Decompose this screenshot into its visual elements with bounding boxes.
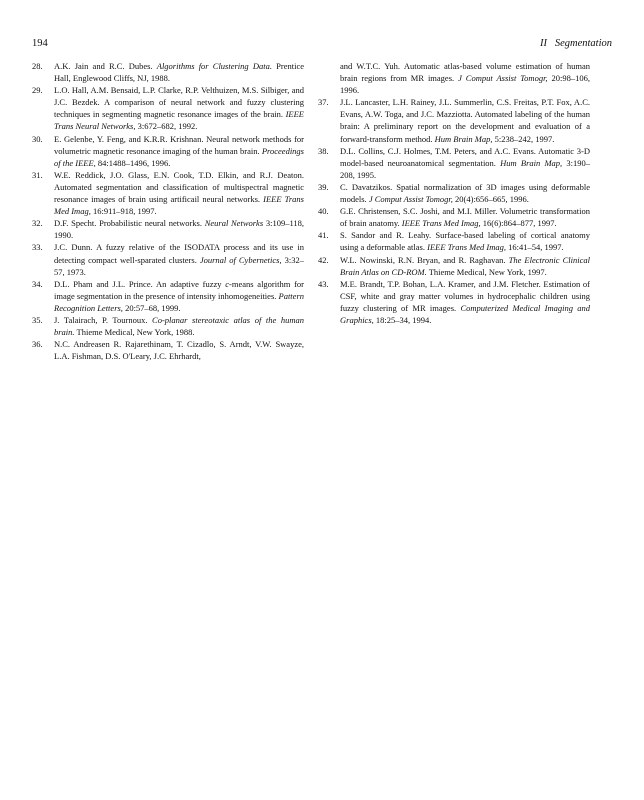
section-title: Segmentation	[554, 38, 612, 49]
reference-source: Hum Brain Map,	[434, 133, 493, 144]
reference-item	[32, 133, 304, 169]
reference-text: M.E. Brandt, T.P. Bohan, L.A. Kramer, and J.M. Fletcher. Estimation of CSF, white and gray matter volumes in hydrocephalic children using fuzzy clustering of MR images.	[340, 278, 590, 313]
reference-number: 28.	[32, 61, 43, 71]
reference-number: 42.	[318, 254, 329, 265]
reference-source: IEEE Trans Neural Networks,	[54, 109, 304, 132]
reference-text: 5:238–242, 1997.	[492, 133, 555, 144]
reference-text: and W.T.C. Yuh. Automatic atlas-based volume estimation of human brain regions from MR images.	[340, 61, 590, 84]
reference-text: 16:911–918, 1997.	[90, 206, 157, 217]
reference-text: D.L. Pham and J.L. Prince. An adaptive fuzzy	[54, 278, 226, 289]
reference-number: 37.	[318, 97, 329, 108]
reference-item	[32, 241, 304, 277]
reference-text: 16(6):864–877, 1997.	[480, 218, 557, 229]
reference-item	[32, 278, 304, 314]
reference-text: 3:32–57, 1973.	[54, 254, 304, 277]
reference-number: 38.	[318, 145, 329, 156]
reference-number: 32.	[32, 218, 43, 229]
reference-source: Algorithms for Clustering Data.	[156, 61, 272, 71]
reference-text: S. Sandor and R. Leahy. Surface-based labeling of cortical anatomy using a deformable atlas.	[340, 230, 590, 253]
reference-source: Neural Networks	[204, 218, 264, 229]
reference-number: 41.	[318, 230, 329, 241]
reference-text: A.K. Jain and R.C. Dubes.	[54, 61, 157, 71]
part-number: II	[539, 38, 547, 49]
reference-text: Prentice Hall, Englewood Cliffs, NJ, 1988.	[54, 61, 304, 84]
reference-source: IEEE Trans Med Imag,	[401, 218, 481, 229]
reference-number: 31.	[32, 169, 43, 180]
reference-number: 30.	[32, 133, 43, 144]
reference-number: 29.	[32, 85, 43, 96]
reference-source: J Comput Assist Tomogr,	[368, 194, 453, 205]
reference-item	[318, 145, 590, 181]
reference-source: J Comput Assist Tomogr,	[458, 73, 548, 84]
reference-number: 33.	[32, 242, 43, 253]
reference-text: 3:109–118, 1990.	[54, 218, 305, 241]
reference-item	[318, 96, 590, 144]
reference-text: 20:57–68, 1999.	[122, 302, 181, 313]
reference-source: Pattern Recognition Letters,	[54, 290, 304, 313]
references-left-column	[32, 60, 304, 362]
page-number: 194	[32, 38, 48, 49]
reference-text: 18:25–34, 1994.	[373, 314, 432, 325]
reference-source: c	[225, 278, 230, 289]
running-head	[540, 38, 612, 49]
reference-text: 16:41–54, 1997.	[505, 242, 564, 253]
reference-text: 3:672–682, 1992.	[135, 121, 198, 132]
reference-source: IEEE Trans Med Imag,	[54, 194, 304, 217]
reference-number: 35.	[32, 314, 43, 325]
reference-text: W.L. Nowinski, R.N. Bryan, and R. Raghavan.	[340, 254, 509, 265]
reference-text: C. Davatzikos. Spatial normalization of 3D images using deformable models.	[340, 181, 590, 205]
reference-text: J. Talairach, P. Tournoux.	[54, 314, 153, 325]
reference-text: -means algorithm for image segmentation in the presence of intensity inhomogeneities.	[54, 278, 304, 301]
reference-item	[32, 60, 304, 84]
reference-number: 39.	[318, 181, 329, 192]
reference-item	[32, 169, 304, 217]
reference-number: 34.	[32, 278, 43, 289]
reference-text: D.F. Specht. Probabilistic neural networks.	[54, 218, 205, 229]
reference-text: E. Gelenbe, Y. Feng, and K.R.R. Krishnan. Neural network methods for volumetric magnetic resonance imaging of the human brain.	[54, 133, 304, 156]
reference-text: 20:98–106, 1996.	[340, 73, 590, 96]
reference-text: J.C. Dunn. A fuzzy relative of the ISODATA process and its use in detecting compact well-sparated clusters.	[54, 242, 304, 265]
reference-text: W.E. Reddick, J.O. Glass, E.N. Cook, T.D. Elkin, and R.J. Deaton. Automated segmentation and classification of multispectral magnetic resonance images of brain using artificail neural networks.	[54, 169, 304, 205]
reference-text: 3:190–208, 1995.	[340, 157, 590, 180]
reference-item	[318, 254, 590, 278]
reference-item	[32, 84, 304, 132]
references-right-column	[318, 60, 590, 326]
reference-number: 43.	[318, 278, 329, 289]
reference-source: Computerized Medical Imaging and Graphics,	[340, 302, 591, 325]
reference-continuation	[318, 60, 590, 96]
reference-source: Proceedings of the IEEE,	[54, 145, 304, 168]
reference-source: Journal of Cybernetics,	[199, 254, 282, 265]
reference-source: Co-planar stereotaxic atlas of the human brain.	[54, 314, 304, 338]
reference-text: D.L. Collins, C.J. Holmes, T.M. Peters, and A.C. Evans. Automatic 3-D model-based neuroanatomical segmentation.	[340, 145, 590, 168]
reference-text: 20(4):656–665, 1996.	[452, 194, 529, 205]
reference-text: L.O. Hall, A.M. Bensaid, L.P. Clarke, R.P. Velthuizen, M.S. Silbiger, and J.C. Bezdek. A comparison of neural network and fuzzy clustering techniques in segmenting magnetic resonance images of the brain.	[54, 85, 304, 120]
reference-item	[32, 314, 304, 338]
reference-source: IEEE Trans Med Imag,	[427, 242, 506, 253]
reference-number: 36.	[32, 339, 43, 350]
reference-item	[32, 338, 304, 362]
reference-item	[318, 278, 590, 326]
reference-source: The Electronic Clinical Brain Atlas on CD-ROM.	[340, 254, 590, 277]
reference-item	[318, 205, 590, 229]
reference-text: G.E. Christensen, S.C. Joshi, and M.I. Miller. Volumetric transformation of brain anatomy.	[340, 206, 590, 229]
reference-text: N.C. Andreasen R. Rajarethinam, T. Cizadlo, S. Arndt, V.W. Swayze, L.A. Fishman, D.S. O'Leary, J.C. Ehrhardt,	[54, 339, 304, 362]
reference-text: Thieme Medical, New York, 1997.	[426, 266, 547, 277]
reference-text: 84:1488–1496, 1996.	[95, 157, 171, 168]
reference-item	[318, 229, 590, 253]
reference-source: Hum Brain Map,	[500, 157, 563, 168]
reference-item	[318, 181, 590, 205]
reference-text: J.L. Lancaster, L.H. Rainey, J.L. Summerlin, C.S. Freitas, P.T. Fox, A.C. Evans, A.W. Toga, and J.C. Mazziotta. Automated labeling of the human brain: A preliminary report on the development and evaluation of a forward-transform method.	[340, 97, 590, 144]
reference-number: 40.	[318, 206, 329, 217]
reference-item	[32, 217, 304, 241]
page-header	[32, 38, 612, 52]
reference-text: Thieme Medical, New York, 1988.	[74, 327, 195, 338]
